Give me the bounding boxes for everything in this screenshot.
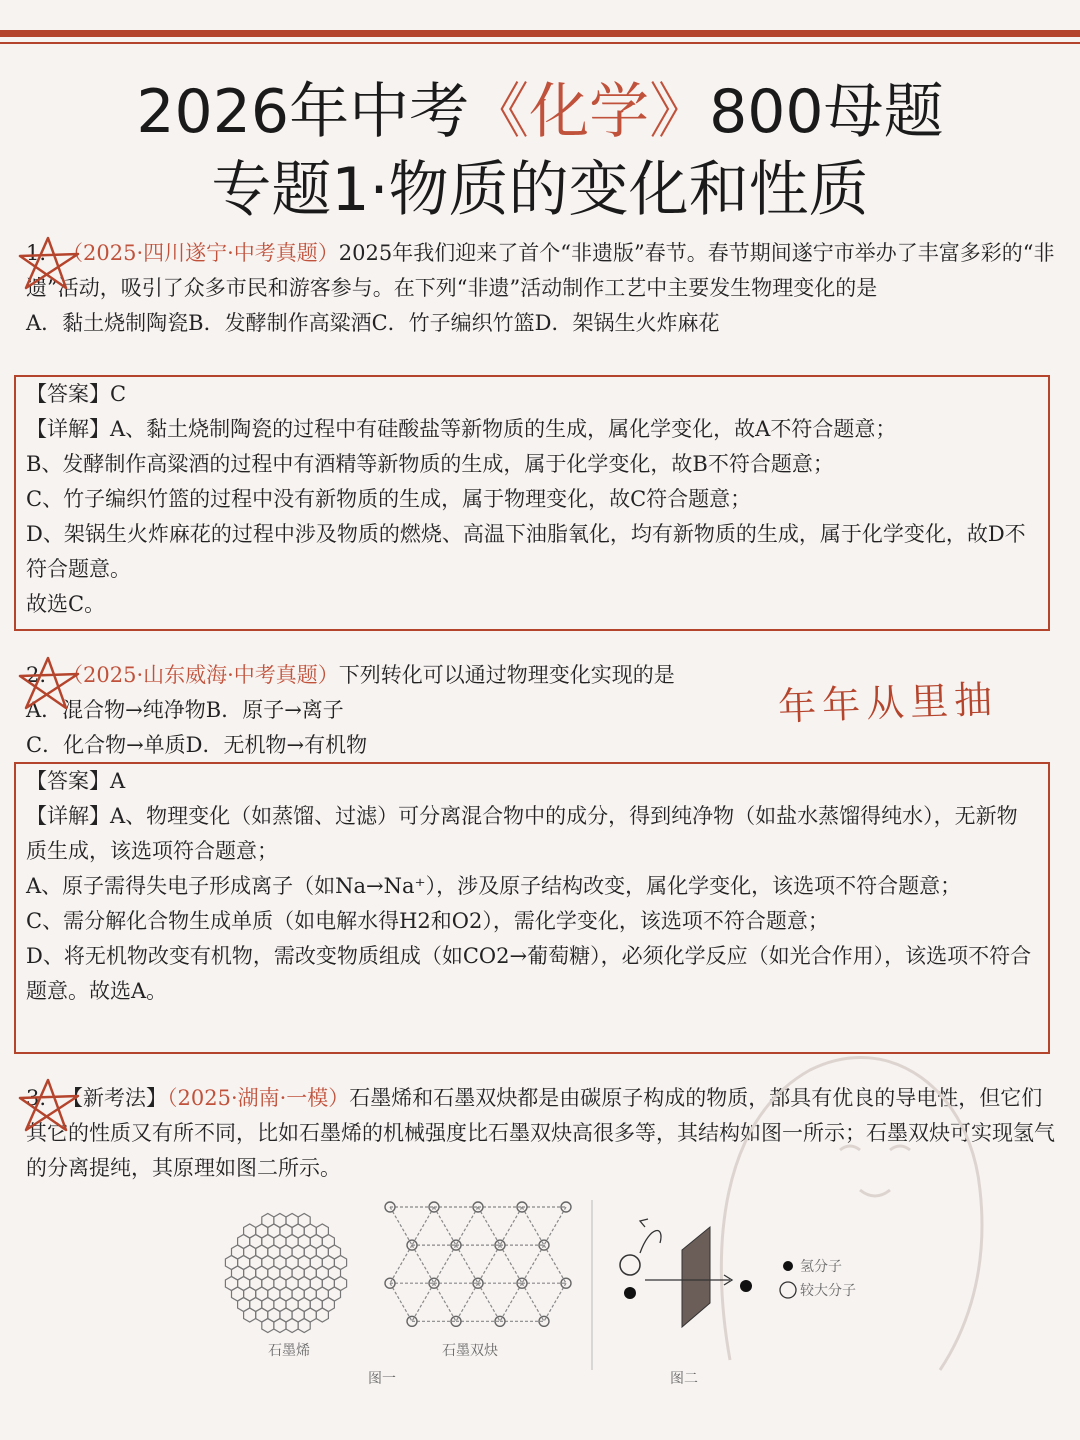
membrane-icon xyxy=(682,1227,710,1327)
graphdiyne-structure xyxy=(385,1202,571,1326)
hydrogen-molecule-icon xyxy=(624,1287,636,1299)
star-doodle-icon xyxy=(14,232,84,294)
graphdiyne-bond xyxy=(500,1245,522,1283)
figure-1-caption: 图一 xyxy=(368,1371,396,1387)
graphene-hexagon xyxy=(262,1319,274,1333)
graphdiyne-bond xyxy=(500,1207,522,1245)
graphdiyne-bond xyxy=(412,1207,434,1245)
explanation-line: 【详解】A、物理变化（如蒸馏、过滤）可分离混合物中的成分，得到纯净物（如盐水蒸馏得纯水），无新物质生成，该选项符合题意； xyxy=(26,804,1018,863)
explanation-line: C、竹子编织竹篮的过程中没有新物质的生成，属于物理变化，故C符合题意； xyxy=(26,487,752,511)
page-title xyxy=(0,72,1080,152)
graphdiyne-bond xyxy=(390,1207,412,1245)
legend-dot-icon xyxy=(783,1261,793,1271)
explanation-line: A、原子需得失电子形成离子（如Na→Na⁺），涉及原子结构改变，属化学变化，该选项不符合题意； xyxy=(26,874,962,898)
title-highlight: 《化学》 xyxy=(469,77,710,147)
question-number: 2. xyxy=(26,663,47,687)
figure-area xyxy=(220,1195,880,1400)
title-part: 2026年中考 xyxy=(136,77,470,147)
legend-big-label: 较大分子 xyxy=(800,1283,856,1299)
question-1 xyxy=(26,236,1056,341)
graphdiyne-bond xyxy=(456,1245,478,1283)
graphene-label: 石墨烯 xyxy=(268,1343,310,1359)
title-part: 800母题 xyxy=(709,77,944,147)
graphene-hexagon xyxy=(316,1308,328,1322)
answer-label: 【答案】C xyxy=(26,382,127,406)
bounce-arrow-icon xyxy=(640,1231,661,1253)
graphdiyne-bond xyxy=(434,1283,456,1321)
top-rule-thick xyxy=(0,30,1080,37)
graphene-hexagon xyxy=(298,1319,310,1333)
large-molecule-icon xyxy=(620,1255,640,1275)
question-options: C．化合物→单质D．无机物→有机物 xyxy=(26,733,368,757)
question-stem: 石墨烯和石墨双炔都是由碳原子构成的物质，都具有优良的导电性，但它们其它的性质又有所不同，比如石墨烯的机械强度比石墨双炔高很多等，其结构如图一所示；石墨双炔可实现氢气的分离提纯，其原理如图二所示。 xyxy=(26,1086,1055,1180)
explanation-line: B、发酵制作高粱酒的过程中有酒精等新物质的生成，属于化学变化，故B不符合题意； xyxy=(26,452,834,476)
question-source: （2025·四川遂宁·中考真题） xyxy=(62,241,339,265)
graphene-hexagon xyxy=(244,1308,256,1322)
top-rule-thin xyxy=(0,42,1080,44)
graphdiyne-bond xyxy=(412,1283,434,1321)
question-2 xyxy=(26,658,786,763)
graphene-structure xyxy=(225,1214,346,1333)
answer-box-1 xyxy=(14,375,1050,631)
graphdiyne-bond xyxy=(412,1245,434,1283)
hydrogen-molecule-icon xyxy=(740,1280,752,1292)
question-number: 1. xyxy=(26,241,47,265)
graphdiyne-bond xyxy=(522,1207,544,1245)
graphdiyne-bond xyxy=(390,1245,412,1283)
question-stem: 2025年我们迎来了首个“非遗版”春节。春节期间遂宁市举办了丰富多彩的“非遗”活动，吸引了众多市民和游客参与。在下列“非遗”活动制作工艺中主要发生物理变化的是 xyxy=(26,241,1055,300)
graphdiyne-bond xyxy=(434,1207,456,1245)
handwritten-note: 年年从里抽 xyxy=(777,677,999,729)
star-doodle-icon xyxy=(14,652,84,714)
graphdiyne-bond xyxy=(478,1245,500,1283)
graphdiyne-bond xyxy=(522,1245,544,1283)
question-options: A．混合物→纯净物B．原子→离子 xyxy=(26,698,344,722)
graphdiyne-bond xyxy=(434,1245,456,1283)
answer-label: 【答案】A xyxy=(26,769,126,793)
graphdiyne-bond xyxy=(544,1245,566,1283)
graphdiyne-bond xyxy=(544,1283,566,1321)
legend-circle-icon xyxy=(780,1282,796,1298)
explanation-line: D、架锅生火炸麻花的过程中涉及物质的燃烧、高温下油脂氧化，均有新物质的生成，属于化学变化，故D不符合题意。 xyxy=(26,522,1026,581)
question-number: 3. xyxy=(26,1086,47,1110)
question-stem: 下列转化可以通过物理变化实现的是 xyxy=(338,663,675,687)
graphdiyne-bond xyxy=(478,1207,500,1245)
graphdiyne-bond xyxy=(500,1283,522,1321)
graphdiyne-label: 石墨双炔 xyxy=(442,1343,498,1359)
arrow-head-icon xyxy=(640,1219,648,1227)
graphene-hexagon xyxy=(286,1319,298,1333)
explanation-line: C、需分解化合物生成单质（如电解水得H2和O2），需化学变化，该选项不符合题意； xyxy=(26,909,829,933)
question-source: （2025·山东威海·中考真题） xyxy=(62,663,339,687)
graphene-hexagon xyxy=(274,1319,286,1333)
explanation-line: 故选C。 xyxy=(26,592,106,616)
explanation-line: 【详解】A、黏土烧制陶瓷的过程中有硅酸盐等新物质的生成，属化学变化，故A不符合题意； xyxy=(26,417,897,441)
graphdiyne-bond xyxy=(390,1283,412,1321)
question-source: （2025·湖南·一模） xyxy=(167,1086,350,1110)
graphdiyne-bond xyxy=(456,1283,478,1321)
graphdiyne-bond xyxy=(456,1207,478,1245)
question-tag: 【新考法】 xyxy=(62,1086,167,1110)
question-options: A．黏土烧制陶瓷B．发酵制作高粱酒C．竹子编织竹篮D．架锅生火炸麻花 xyxy=(26,311,720,335)
legend-h2-label: 氢分子 xyxy=(800,1259,842,1275)
explanation-line: D、将无机物改变有机物，需改变物质组成（如CO2→葡萄糖），必须化学反应（如光合作用），该选项不符合题意。故选A。 xyxy=(26,944,1032,1003)
page-subtitle: 专题1·物质的变化和性质 xyxy=(211,155,869,225)
graphdiyne-bond xyxy=(522,1283,544,1321)
figure-2-caption: 图二 xyxy=(670,1371,698,1387)
graphdiyne-bond xyxy=(544,1207,566,1245)
star-doodle-icon xyxy=(14,1074,84,1136)
graphdiyne-bond xyxy=(478,1283,500,1321)
